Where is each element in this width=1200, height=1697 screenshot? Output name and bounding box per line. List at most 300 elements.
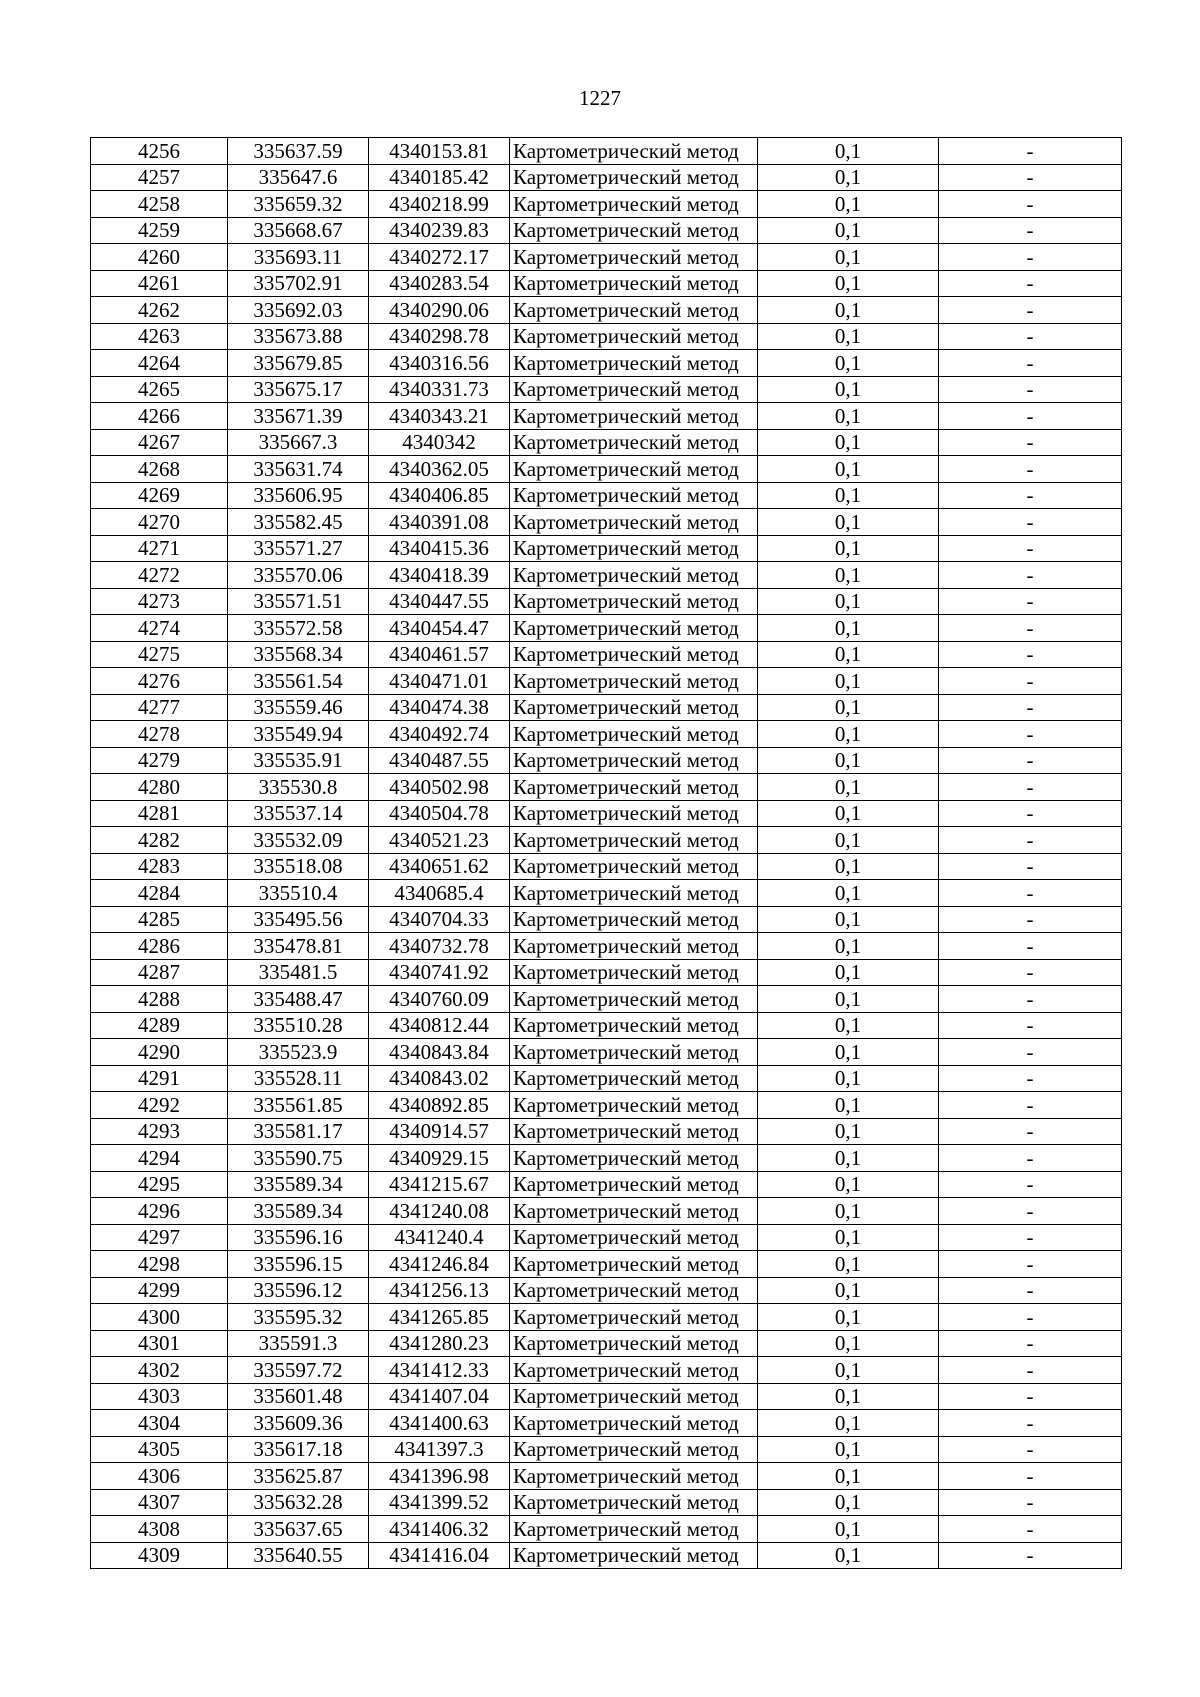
accuracy-cell: 0,1 — [758, 1118, 939, 1145]
x-coordinate-cell: 335478.81 — [228, 933, 369, 960]
y-coordinate-cell: 4340685.4 — [369, 880, 510, 907]
point-number-cell: 4256 — [91, 138, 228, 165]
accuracy-cell: 0,1 — [758, 1489, 939, 1516]
method-cell: Картометрический метод — [510, 1118, 758, 1145]
y-coordinate-cell: 4340415.36 — [369, 535, 510, 562]
point-number-cell: 4266 — [91, 403, 228, 430]
table-row — [91, 1171, 1122, 1198]
description-cell: - — [939, 270, 1122, 297]
method-cell: Картометрический метод — [510, 217, 758, 244]
method-cell: Картометрический метод — [510, 1012, 758, 1039]
accuracy-cell: 0,1 — [758, 694, 939, 721]
x-coordinate-cell: 335632.28 — [228, 1489, 369, 1516]
x-coordinate-cell: 335488.47 — [228, 986, 369, 1013]
accuracy-cell: 0,1 — [758, 853, 939, 880]
y-coordinate-cell: 4340272.17 — [369, 244, 510, 271]
description-cell: - — [939, 1330, 1122, 1357]
method-cell: Картометрический метод — [510, 1065, 758, 1092]
description-cell: - — [939, 1251, 1122, 1278]
accuracy-cell: 0,1 — [758, 986, 939, 1013]
table-row — [91, 1039, 1122, 1066]
accuracy-cell: 0,1 — [758, 164, 939, 191]
y-coordinate-cell: 4341416.04 — [369, 1542, 510, 1569]
accuracy-cell: 0,1 — [758, 827, 939, 854]
accuracy-cell: 0,1 — [758, 1383, 939, 1410]
description-cell: - — [939, 562, 1122, 589]
accuracy-cell: 0,1 — [758, 562, 939, 589]
description-cell: - — [939, 1304, 1122, 1331]
accuracy-cell: 0,1 — [758, 456, 939, 483]
point-number-cell: 4270 — [91, 509, 228, 536]
description-cell: - — [939, 509, 1122, 536]
accuracy-cell: 0,1 — [758, 429, 939, 456]
table-row — [91, 721, 1122, 748]
point-number-cell: 4257 — [91, 164, 228, 191]
description-cell: - — [939, 1039, 1122, 1066]
method-cell: Картометрический метод — [510, 959, 758, 986]
description-cell: - — [939, 986, 1122, 1013]
description-cell: - — [939, 376, 1122, 403]
accuracy-cell: 0,1 — [758, 297, 939, 324]
table-row — [91, 191, 1122, 218]
y-coordinate-cell: 4340342 — [369, 429, 510, 456]
y-coordinate-cell: 4341215.67 — [369, 1171, 510, 1198]
accuracy-cell: 0,1 — [758, 403, 939, 430]
y-coordinate-cell: 4341240.4 — [369, 1224, 510, 1251]
accuracy-cell: 0,1 — [758, 1224, 939, 1251]
x-coordinate-cell: 335481.5 — [228, 959, 369, 986]
description-cell: - — [939, 403, 1122, 430]
point-number-cell: 4285 — [91, 906, 228, 933]
method-cell: Картометрический метод — [510, 1251, 758, 1278]
y-coordinate-cell: 4341280.23 — [369, 1330, 510, 1357]
x-coordinate-cell: 335537.14 — [228, 800, 369, 827]
description-cell: - — [939, 721, 1122, 748]
point-number-cell: 4282 — [91, 827, 228, 854]
y-coordinate-cell: 4341396.98 — [369, 1463, 510, 1490]
method-cell: Картометрический метод — [510, 615, 758, 642]
method-cell: Картометрический метод — [510, 800, 758, 827]
x-coordinate-cell: 335571.27 — [228, 535, 369, 562]
table-row — [91, 562, 1122, 589]
method-cell: Картометрический метод — [510, 588, 758, 615]
y-coordinate-cell: 4340418.39 — [369, 562, 510, 589]
point-number-cell: 4298 — [91, 1251, 228, 1278]
x-coordinate-cell: 335596.15 — [228, 1251, 369, 1278]
point-number-cell: 4274 — [91, 615, 228, 642]
description-cell: - — [939, 641, 1122, 668]
point-number-cell: 4296 — [91, 1198, 228, 1225]
accuracy-cell: 0,1 — [758, 509, 939, 536]
method-cell: Картометрический метод — [510, 244, 758, 271]
description-cell: - — [939, 1463, 1122, 1490]
x-coordinate-cell: 335582.45 — [228, 509, 369, 536]
method-cell: Картометрический метод — [510, 1277, 758, 1304]
point-number-cell: 4258 — [91, 191, 228, 218]
accuracy-cell: 0,1 — [758, 1410, 939, 1437]
table-row — [91, 323, 1122, 350]
y-coordinate-cell: 4340892.85 — [369, 1092, 510, 1119]
y-coordinate-cell: 4340331.73 — [369, 376, 510, 403]
accuracy-cell: 0,1 — [758, 1012, 939, 1039]
y-coordinate-cell: 4340218.99 — [369, 191, 510, 218]
method-cell: Картометрический метод — [510, 747, 758, 774]
x-coordinate-cell: 335590.75 — [228, 1145, 369, 1172]
accuracy-cell: 0,1 — [758, 138, 939, 165]
table-row — [91, 509, 1122, 536]
x-coordinate-cell: 335581.17 — [228, 1118, 369, 1145]
point-number-cell: 4292 — [91, 1092, 228, 1119]
y-coordinate-cell: 4341399.52 — [369, 1489, 510, 1516]
description-cell: - — [939, 244, 1122, 271]
description-cell: - — [939, 429, 1122, 456]
description-cell: - — [939, 668, 1122, 695]
x-coordinate-cell: 335591.3 — [228, 1330, 369, 1357]
method-cell: Картометрический метод — [510, 270, 758, 297]
accuracy-cell: 0,1 — [758, 1357, 939, 1384]
description-cell: - — [939, 297, 1122, 324]
point-number-cell: 4304 — [91, 1410, 228, 1437]
description-cell: - — [939, 191, 1122, 218]
y-coordinate-cell: 4340843.02 — [369, 1065, 510, 1092]
point-number-cell: 4261 — [91, 270, 228, 297]
y-coordinate-cell: 4340185.42 — [369, 164, 510, 191]
y-coordinate-cell: 4340704.33 — [369, 906, 510, 933]
method-cell: Картометрический метод — [510, 403, 758, 430]
table-row — [91, 482, 1122, 509]
x-coordinate-cell: 335693.11 — [228, 244, 369, 271]
point-number-cell: 4267 — [91, 429, 228, 456]
accuracy-cell: 0,1 — [758, 1171, 939, 1198]
point-number-cell: 4293 — [91, 1118, 228, 1145]
point-number-cell: 4281 — [91, 800, 228, 827]
y-coordinate-cell: 4340290.06 — [369, 297, 510, 324]
accuracy-cell: 0,1 — [758, 1039, 939, 1066]
x-coordinate-cell: 335631.74 — [228, 456, 369, 483]
accuracy-cell: 0,1 — [758, 376, 939, 403]
point-number-cell: 4302 — [91, 1357, 228, 1384]
method-cell: Картометрический метод — [510, 429, 758, 456]
coordinates-table — [90, 137, 1122, 1569]
point-number-cell: 4287 — [91, 959, 228, 986]
accuracy-cell: 0,1 — [758, 1145, 939, 1172]
point-number-cell: 4284 — [91, 880, 228, 907]
accuracy-cell: 0,1 — [758, 217, 939, 244]
description-cell: - — [939, 906, 1122, 933]
description-cell: - — [939, 774, 1122, 801]
y-coordinate-cell: 4340153.81 — [369, 138, 510, 165]
method-cell: Картометрический метод — [510, 933, 758, 960]
accuracy-cell: 0,1 — [758, 1065, 939, 1092]
y-coordinate-cell: 4340492.74 — [369, 721, 510, 748]
x-coordinate-cell: 335549.94 — [228, 721, 369, 748]
point-number-cell: 4301 — [91, 1330, 228, 1357]
description-cell: - — [939, 853, 1122, 880]
x-coordinate-cell: 335495.56 — [228, 906, 369, 933]
table-row — [91, 1516, 1122, 1543]
table-row — [91, 959, 1122, 986]
x-coordinate-cell: 335606.95 — [228, 482, 369, 509]
method-cell: Картометрический метод — [510, 774, 758, 801]
point-number-cell: 4291 — [91, 1065, 228, 1092]
y-coordinate-cell: 4340239.83 — [369, 217, 510, 244]
accuracy-cell: 0,1 — [758, 1330, 939, 1357]
table-row — [91, 1436, 1122, 1463]
method-cell: Картометрический метод — [510, 880, 758, 907]
point-number-cell: 4259 — [91, 217, 228, 244]
point-number-cell: 4262 — [91, 297, 228, 324]
table-row — [91, 1277, 1122, 1304]
table-row — [91, 456, 1122, 483]
description-cell: - — [939, 217, 1122, 244]
table-row — [91, 270, 1122, 297]
y-coordinate-cell: 4340474.38 — [369, 694, 510, 721]
y-coordinate-cell: 4340504.78 — [369, 800, 510, 827]
description-cell: - — [939, 1277, 1122, 1304]
point-number-cell: 4275 — [91, 641, 228, 668]
y-coordinate-cell: 4340651.62 — [369, 853, 510, 880]
table-row — [91, 933, 1122, 960]
x-coordinate-cell: 335530.8 — [228, 774, 369, 801]
method-cell: Картометрический метод — [510, 535, 758, 562]
x-coordinate-cell: 335702.91 — [228, 270, 369, 297]
accuracy-cell: 0,1 — [758, 588, 939, 615]
table-row — [91, 1012, 1122, 1039]
table-row — [91, 138, 1122, 165]
page-number: 1227 — [579, 86, 621, 110]
point-number-cell: 4280 — [91, 774, 228, 801]
table-row — [91, 1383, 1122, 1410]
accuracy-cell: 0,1 — [758, 959, 939, 986]
description-cell: - — [939, 350, 1122, 377]
table-row — [91, 588, 1122, 615]
method-cell: Картометрический метод — [510, 827, 758, 854]
x-coordinate-cell: 335561.85 — [228, 1092, 369, 1119]
table-row — [91, 641, 1122, 668]
accuracy-cell: 0,1 — [758, 774, 939, 801]
description-cell: - — [939, 456, 1122, 483]
point-number-cell: 4277 — [91, 694, 228, 721]
table-row — [91, 403, 1122, 430]
description-cell: - — [939, 323, 1122, 350]
description-cell: - — [939, 1145, 1122, 1172]
method-cell: Картометрический метод — [510, 906, 758, 933]
x-coordinate-cell: 335647.6 — [228, 164, 369, 191]
point-number-cell: 4306 — [91, 1463, 228, 1490]
accuracy-cell: 0,1 — [758, 1277, 939, 1304]
x-coordinate-cell: 335679.85 — [228, 350, 369, 377]
method-cell: Картометрический метод — [510, 297, 758, 324]
accuracy-cell: 0,1 — [758, 747, 939, 774]
description-cell: - — [939, 1436, 1122, 1463]
y-coordinate-cell: 4341412.33 — [369, 1357, 510, 1384]
table-row — [91, 535, 1122, 562]
x-coordinate-cell: 335528.11 — [228, 1065, 369, 1092]
accuracy-cell: 0,1 — [758, 641, 939, 668]
x-coordinate-cell: 335570.06 — [228, 562, 369, 589]
table-row — [91, 1357, 1122, 1384]
method-cell: Картометрический метод — [510, 1542, 758, 1569]
point-number-cell: 4303 — [91, 1383, 228, 1410]
point-number-cell: 4295 — [91, 1171, 228, 1198]
method-cell: Картометрический метод — [510, 668, 758, 695]
y-coordinate-cell: 4340298.78 — [369, 323, 510, 350]
table-row — [91, 1542, 1122, 1569]
accuracy-cell: 0,1 — [758, 323, 939, 350]
method-cell: Картометрический метод — [510, 376, 758, 403]
point-number-cell: 4299 — [91, 1277, 228, 1304]
method-cell: Картометрический метод — [510, 1357, 758, 1384]
description-cell: - — [939, 1224, 1122, 1251]
table-row — [91, 986, 1122, 1013]
table-row — [91, 694, 1122, 721]
table-row — [91, 1198, 1122, 1225]
accuracy-cell: 0,1 — [758, 482, 939, 509]
x-coordinate-cell: 335675.17 — [228, 376, 369, 403]
x-coordinate-cell: 335637.59 — [228, 138, 369, 165]
y-coordinate-cell: 4340391.08 — [369, 509, 510, 536]
point-number-cell: 4260 — [91, 244, 228, 271]
method-cell: Картометрический метод — [510, 1171, 758, 1198]
method-cell: Картометрический метод — [510, 1198, 758, 1225]
table-row — [91, 1092, 1122, 1119]
description-cell: - — [939, 1516, 1122, 1543]
y-coordinate-cell: 4341406.32 — [369, 1516, 510, 1543]
method-cell: Картометрический метод — [510, 509, 758, 536]
method-cell: Картометрический метод — [510, 191, 758, 218]
point-number-cell: 4273 — [91, 588, 228, 615]
x-coordinate-cell: 335597.72 — [228, 1357, 369, 1384]
x-coordinate-cell: 335561.54 — [228, 668, 369, 695]
x-coordinate-cell: 335568.34 — [228, 641, 369, 668]
accuracy-cell: 0,1 — [758, 535, 939, 562]
description-cell: - — [939, 880, 1122, 907]
description-cell: - — [939, 588, 1122, 615]
description-cell: - — [939, 1171, 1122, 1198]
method-cell: Картометрический метод — [510, 1383, 758, 1410]
table-row — [91, 244, 1122, 271]
x-coordinate-cell: 335510.28 — [228, 1012, 369, 1039]
description-cell: - — [939, 694, 1122, 721]
description-cell: - — [939, 1383, 1122, 1410]
y-coordinate-cell: 4340732.78 — [369, 933, 510, 960]
x-coordinate-cell: 335601.48 — [228, 1383, 369, 1410]
method-cell: Картометрический метод — [510, 323, 758, 350]
table-row — [91, 1251, 1122, 1278]
accuracy-cell: 0,1 — [758, 668, 939, 695]
method-cell: Картометрический метод — [510, 1304, 758, 1331]
x-coordinate-cell: 335572.58 — [228, 615, 369, 642]
method-cell: Картометрический метод — [510, 1463, 758, 1490]
accuracy-cell: 0,1 — [758, 721, 939, 748]
table-row — [91, 1463, 1122, 1490]
accuracy-cell: 0,1 — [758, 191, 939, 218]
y-coordinate-cell: 4341265.85 — [369, 1304, 510, 1331]
accuracy-cell: 0,1 — [758, 1463, 939, 1490]
method-cell: Картометрический метод — [510, 853, 758, 880]
x-coordinate-cell: 335559.46 — [228, 694, 369, 721]
accuracy-cell: 0,1 — [758, 1304, 939, 1331]
accuracy-cell: 0,1 — [758, 270, 939, 297]
y-coordinate-cell: 4340283.54 — [369, 270, 510, 297]
x-coordinate-cell: 335640.55 — [228, 1542, 369, 1569]
x-coordinate-cell: 335692.03 — [228, 297, 369, 324]
method-cell: Картометрический метод — [510, 1516, 758, 1543]
x-coordinate-cell: 335595.32 — [228, 1304, 369, 1331]
y-coordinate-cell: 4341256.13 — [369, 1277, 510, 1304]
description-cell: - — [939, 827, 1122, 854]
y-coordinate-cell: 4341407.04 — [369, 1383, 510, 1410]
y-coordinate-cell: 4341397.3 — [369, 1436, 510, 1463]
table-row — [91, 217, 1122, 244]
x-coordinate-cell: 335510.4 — [228, 880, 369, 907]
y-coordinate-cell: 4340843.84 — [369, 1039, 510, 1066]
table-row — [91, 615, 1122, 642]
x-coordinate-cell: 335596.16 — [228, 1224, 369, 1251]
x-coordinate-cell: 335667.3 — [228, 429, 369, 456]
point-number-cell: 4286 — [91, 933, 228, 960]
point-number-cell: 4278 — [91, 721, 228, 748]
accuracy-cell: 0,1 — [758, 1251, 939, 1278]
method-cell: Картометрический метод — [510, 456, 758, 483]
method-cell: Картометрический метод — [510, 694, 758, 721]
x-coordinate-cell: 335668.67 — [228, 217, 369, 244]
y-coordinate-cell: 4340487.55 — [369, 747, 510, 774]
description-cell: - — [939, 800, 1122, 827]
table-row — [91, 1065, 1122, 1092]
y-coordinate-cell: 4340406.85 — [369, 482, 510, 509]
accuracy-cell: 0,1 — [758, 1092, 939, 1119]
point-number-cell: 4264 — [91, 350, 228, 377]
description-cell: - — [939, 535, 1122, 562]
point-number-cell: 4283 — [91, 853, 228, 880]
x-coordinate-cell: 335625.87 — [228, 1463, 369, 1490]
table-row — [91, 880, 1122, 907]
point-number-cell: 4263 — [91, 323, 228, 350]
y-coordinate-cell: 4340741.92 — [369, 959, 510, 986]
point-number-cell: 4308 — [91, 1516, 228, 1543]
y-coordinate-cell: 4340447.55 — [369, 588, 510, 615]
point-number-cell: 4290 — [91, 1039, 228, 1066]
accuracy-cell: 0,1 — [758, 244, 939, 271]
x-coordinate-cell: 335617.18 — [228, 1436, 369, 1463]
method-cell: Картометрический метод — [510, 164, 758, 191]
description-cell: - — [939, 164, 1122, 191]
table-row — [91, 774, 1122, 801]
y-coordinate-cell: 4340343.21 — [369, 403, 510, 430]
y-coordinate-cell: 4340316.56 — [369, 350, 510, 377]
y-coordinate-cell: 4340461.57 — [369, 641, 510, 668]
method-cell: Картометрический метод — [510, 1224, 758, 1251]
method-cell: Картометрический метод — [510, 721, 758, 748]
x-coordinate-cell: 335535.91 — [228, 747, 369, 774]
y-coordinate-cell: 4340929.15 — [369, 1145, 510, 1172]
table-row — [91, 376, 1122, 403]
x-coordinate-cell: 335589.34 — [228, 1198, 369, 1225]
method-cell: Картометрический метод — [510, 482, 758, 509]
y-coordinate-cell: 4340812.44 — [369, 1012, 510, 1039]
table-row — [91, 668, 1122, 695]
point-number-cell: 4271 — [91, 535, 228, 562]
table-row — [91, 297, 1122, 324]
point-number-cell: 4272 — [91, 562, 228, 589]
x-coordinate-cell: 335659.32 — [228, 191, 369, 218]
description-cell: - — [939, 933, 1122, 960]
point-number-cell: 4276 — [91, 668, 228, 695]
y-coordinate-cell: 4341240.08 — [369, 1198, 510, 1225]
x-coordinate-cell: 335523.9 — [228, 1039, 369, 1066]
method-cell: Картометрический метод — [510, 138, 758, 165]
